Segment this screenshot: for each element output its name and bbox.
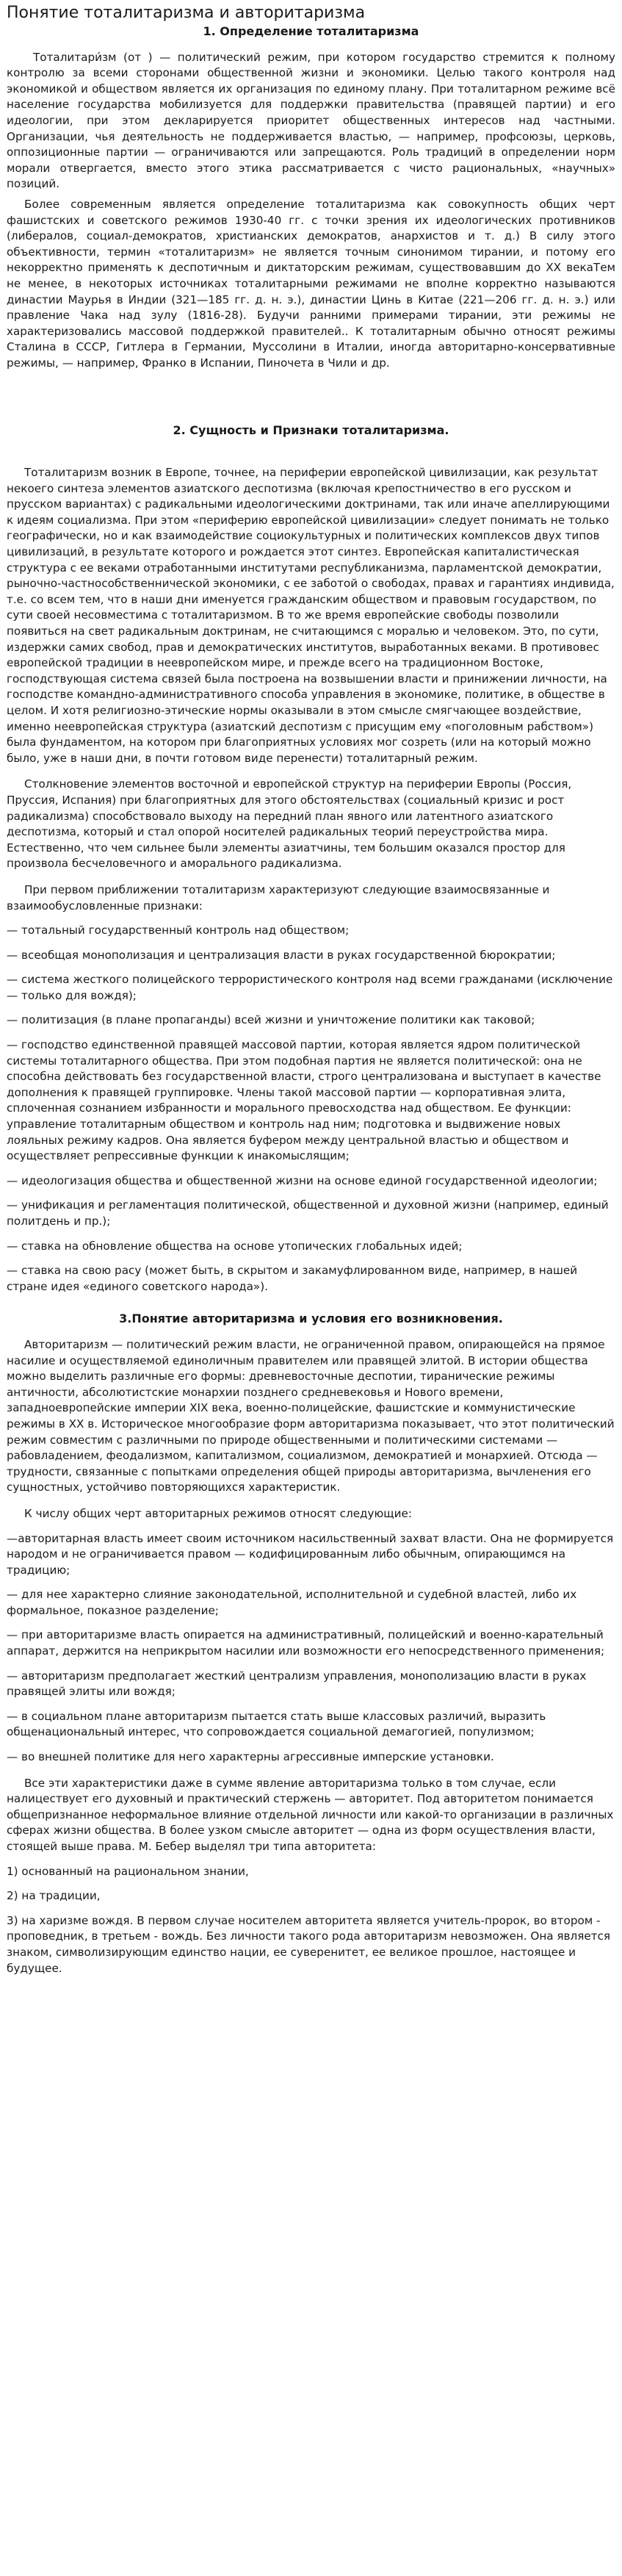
- section-spacer: [7, 371, 615, 422]
- section-3-heading: 3.Понятие авторитаризма и условия его возникновения.: [119, 1312, 503, 1326]
- list-item: — ставка на свою расу (может быть, в скрытом и закамуфлированном виде, например, в нашей стране идея «единого советского народа»).: [7, 1264, 578, 1293]
- list-item: 3) на харизме вождя. В первом случае носителем авторитета является учитель-пророк, во втором - проповедник, в третьем - вождь. Без личности такого рода авторитаризм невозможен. Она является знаком, символизирующим единство нации, ее суверенитет, ее великое прошлое, настоящее и будущее.: [7, 1913, 611, 1975]
- section-2-paragraph: Столкновение элементов восточной и европейской структур на периферии Европы (Россия, Пруссия, Испания) при благоприятных для этого обстоятельствах (социальный кризис и рост радикализма) способствовало выходу на передний план явного или латентного азиатского деспотизма, который и стал опорой носителей радикальных теорий переустройства мира. Естественно, что чем сильнее были элементы азиатчины, тем большим оказался простор для произвола бесчеловечного и аморального радикализма.: [7, 777, 572, 871]
- list-item: — при авторитаризме власть опирается на административный, полицейский и военно-карательный аппарат, держится на неприкрытом насилии или возможности его непосредственного применения;: [7, 1628, 605, 1658]
- list-item: 2) на традиции,: [7, 1889, 101, 1903]
- list-item: — ставка на обновление общества на основе утопических глобальных идей;: [7, 1239, 463, 1253]
- section-2-paragraph: Тоталитаризм возник в Европе, точнее, на периферии европейской цивилизации, как результат некоего синтеза элементов азиатского деспотизма (включая крепостничество в его русском и прусском вариантах) с радикальными идеологическими доктринами, так или иначе апеллирующими к идеям социализма. При этом «периферию европейской цивилизации» следует понимать не только географически, но и как взаимодействие социокультурных и политических комплексов двух типов цивилизаций, в результате которого и рождается этот синтез. Европейская капиталистическая структура с ее веками отработанными институтами республиканизма, парламентской демократии, рыночно-частнособственнической экономики, с ее заботой о свободах, правах и гарантиях индивида, т.е. со всем тем, что в наши дни именуется гражданским обществом и правовым государством, по сути своей несовместима с тоталитаризмом. В то же время европейские свободы позволили появиться на свет радикальным доктринам, не считающимся с моралью и человеком. Это, по сути, издержки самих свобод, прав и демократических институтов, выработанных веками. В противовес европейской традиции в неевропейском мире, и прежде всего на традиционном Востоке, господствующая система связей была построена на возвышении власти и принижении личности, на господстве командно-административного способа управления в экономике, политике, в обществе в целом. И хотя религиозно-этические нормы оказывали в этом смысле смягчающее воздействие, именно неевропейская структура (азиатский деспотизм с присущим ему «поголовным рабством») была фундаментом, на котором при благоприятных условиях мог созреть (или на который можно было, уже в наши дни, в почти готовом виде перенести) тоталитарный режим.: [7, 466, 615, 765]
- list-item: — всеобщая монополизация и централизация власти в руках государственной бюрократии;: [7, 948, 556, 962]
- list-item: — тотальный государственный контроль над обществом;: [7, 924, 350, 938]
- list-item: — политизация (в плане пропаганды) всей жизни и уничтожение политики как таковой;: [7, 1013, 535, 1027]
- section-spacer: [7, 1295, 615, 1311]
- section-1-heading: 1. Определение тоталитаризма: [203, 24, 419, 38]
- list-item: 1) основанный на рациональном знании,: [7, 1864, 249, 1878]
- list-item: — господство единственной правящей массовой партии, которая является ядром политической системы тоталитарного общества. При этом подобная партия не является политической: она не способна действовать без государственной власти, строго централизована и выступает в качестве дополнения к правящей группировке. Члены такой массовой партии — корпоративная элита, сплоченная сознанием избранности и морального превосходства над обществом. Ее функции: управление тоталитарным обществом и контроль над ним; подготовка и выдвижение новых лояльных режиму кадров. Она является буфером между центральной властью и обществом и осуществляет репрессивные функции к инакомыслящим;: [7, 1038, 601, 1163]
- section-1-paragraph: Тоталитари́зм (от ) — политический режим, при котором государство стремится к полному контролю за всеми сторонами общественной жизни и экономики. Целью такого контроля над экономикой и обществом является их организация по единому плану. При тоталитарном режиме всё население государства мобилизуется для поддержки правительства (правящей партии) и его идеологии, при этом декларируется приоритет общественных интересов над частными. Организации, чья деятельность не поддерживается властью, — например, профсоюзы, церковь, оппозиционные партии — ограничиваются или запрещаются. Роль традиций в определении норм морали отвергается, вместо этого этика рассматривается с чисто рациональных, «научных» позиций.: [7, 50, 615, 191]
- document-page: [0, 3, 622, 1976]
- list-item: — унификация и регламентация политической, общественной и духовной жизни (например, единый политдень и пр.);: [7, 1198, 609, 1228]
- section-3-paragraph: К числу общих черт авторитарных режимов относят следующие:: [24, 1506, 412, 1520]
- list-item: — для нее характерно слияние законодательной, исполнительной и судебной властей, либо их формальное, показное разделение;: [7, 1588, 577, 1617]
- section-spacer: [7, 439, 615, 465]
- section-3-paragraph: Авторитаризм — политический режим власти, не ограниченной правом, опирающейся на прямое насилие и осуществляемой единоличным правителем или правящей элитой. В истории общества можно выделить различные его формы: древневосточные деспотии, тиранические режимы античности, абсолютистские монархии позднего средневековья и Нового времени, западноевропейские империи XIX века, военно-полицейские, фашистские и коммунистические режимы в XX в. Историческое многообразие форм авторитаризма показывает, что этот политический режим совместим с различными по природе общественными и политическими системами — рабовладением, феодализмом, капитализмом, социализмом, демократией и монархией. Отсюда — трудности, связанные с попытками определения общей природы авторитаризма, вычленения его сущностных, устойчиво повторяющихся характеристик.: [7, 1337, 615, 1494]
- list-item: — система жесткого полицейского террористического контроля над всеми гражданами (исключение — только для вождя);: [7, 973, 613, 1002]
- section-1-paragraph: Более современным является определение тоталитаризма как совокупность общих черт фашистских и советского режимов 1930-40 гг. с точки зрения их идеологических противников (либералов, социал-демократов, христианских демократов, анархистов и т. д.) В силу этого объективности, термин «тоталитаризм» не является точным синонимом тирании, и потому его некорректно применять к деспотичным и диктаторским режимам, существовавшим до XX векаТем не менее, в некоторых источниках тоталитарными режимами не вполне корректно называются династии Маурья в Индии (321—185 гг. д. н. э.), династии Цинь в Китае (221—206 гг. д. н. э.) или правление Чака над зулу (1816-28). Будучи ранними примерами тирании, эти режимы не характеризовались массовой поддержкой правителей.. К тоталитарным обычно относят режимы Сталина в СССР, Гитлера в Германии, Муссолини в Италии, иногда авторитарно-консервативные режимы, — например, Франко в Испании, Пиночета в Чили и др.: [7, 197, 615, 370]
- list-item: —авторитарная власть имеет своим источником насильственный захват власти. Она не формируется народом и не ограничивается правом — кодифицированным либо обычным, опирающимся на традицию;: [7, 1531, 614, 1577]
- list-item: — в социальном плане авторитаризм пытается стать выше классовых различий, выразить общенациональный интерес, что сопровождается социальной демагогией, популизмом;: [7, 1709, 546, 1739]
- section-3-paragraph: Все эти характеристики даже в сумме явление авторитаризма только в том случае, если налицествует его духовный и практический стержень — авторитет. Под авторитетом понимается общепризнанное неформальное влияние отдельной личности или какой-то организации в различных сферах жизни общества. В более узком смысле авторитет — одна из форм осуществления власти, стоящей выше права. М. Бебер выделял три типа авторитета:: [7, 1776, 614, 1853]
- authority-types-list: [7, 1864, 615, 1977]
- list-item: — во внешней политике для него характерны агрессивные имперские установки.: [7, 1750, 494, 1764]
- page-title: Понятие тоталитаризма и авторитаризма: [7, 4, 366, 22]
- section-2-heading: 2. Сущность и Признаки тоталитаризма.: [173, 423, 449, 438]
- list-item: — авторитаризм предполагает жесткий централизм управления, монополизацию власти в руках правящей элиты или вождя;: [7, 1669, 587, 1699]
- authoritarianism-features-list: [7, 1531, 615, 1766]
- section-2-paragraph: При первом приближении тоталитаризм характеризуют следующие взаимосвязанные и взаимообусловленные признаки:: [7, 882, 550, 913]
- list-item: — идеологизация общества и общественной жизни на основе единой государственной идеологии;: [7, 1173, 598, 1187]
- totalitarianism-features-list: [7, 923, 615, 1295]
